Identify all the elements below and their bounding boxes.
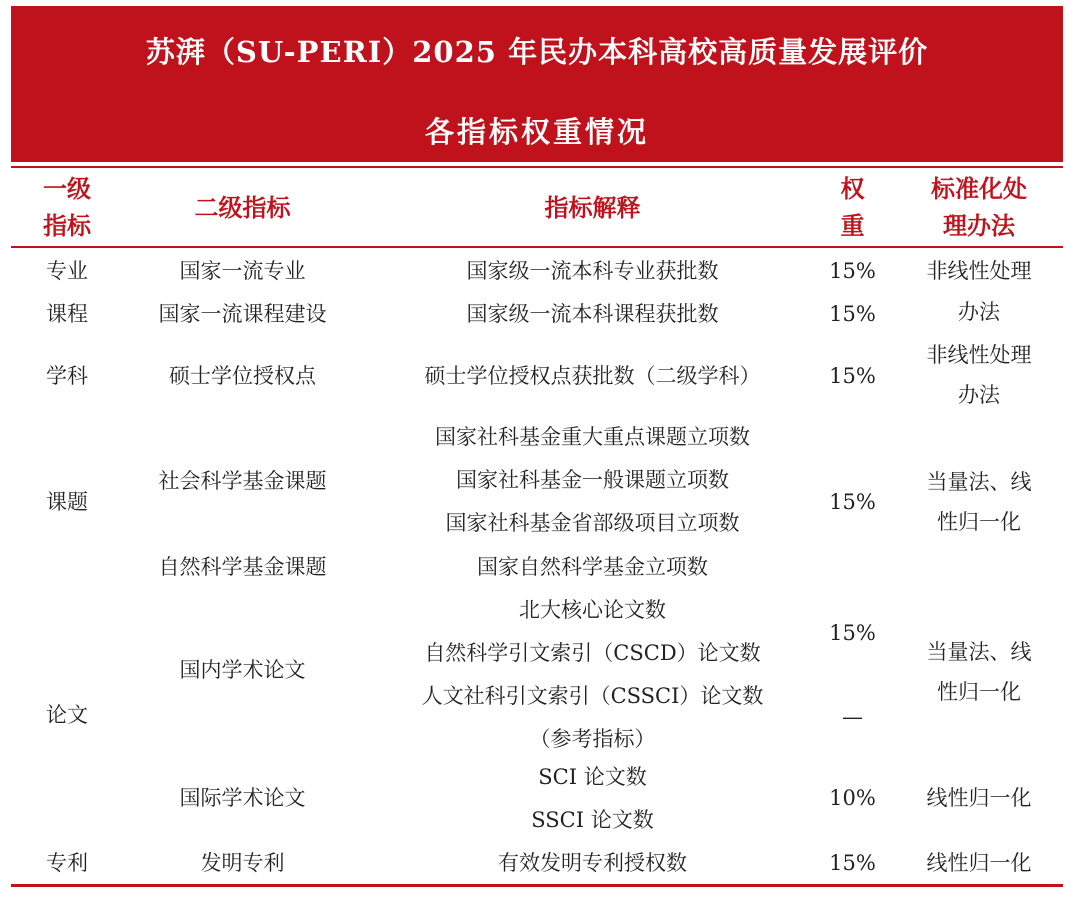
explanation-line: （参考指标） — [529, 727, 656, 751]
header-level1: 一级 指标 — [43, 174, 91, 240]
row-major-level1: 专业 — [46, 259, 88, 283]
header-bottom-rule — [11, 246, 1063, 248]
row-paper-international-method: 线性归一化 — [926, 786, 1032, 810]
explanation-line: SCI 论文数 — [538, 765, 647, 789]
title-line-1: 苏湃（SU-PERI）2025 年民办本科高校高质量发展评价 — [145, 35, 929, 69]
row-project-natural-level2: 自然科学基金课题 — [158, 555, 327, 579]
row-paper-domestic-level2: 国内学术论文 — [179, 658, 306, 682]
row-course-level2: 国家一流课程建设 — [158, 302, 327, 326]
header-explanation: 指标解释 — [544, 193, 641, 222]
row-project-social-level2: 社会科学基金课题 — [158, 469, 327, 493]
table-bottom-rule — [11, 884, 1063, 887]
explanation-line: 国家社科基金省部级项目立项数 — [445, 511, 740, 535]
row-patent-level1: 专利 — [46, 851, 88, 875]
row-major-level2: 国家一流专业 — [179, 259, 306, 283]
explanation-line: 自然科学引文索引（CSCD）论文数 — [424, 641, 761, 665]
row-course-explanation: 国家级一流本科课程获批数 — [466, 302, 719, 326]
explanation-line: 北大核心论文数 — [519, 598, 666, 622]
row-project-level1: 课题 — [46, 490, 88, 514]
row-major-explanation: 国家级一流本科专业获批数 — [466, 259, 719, 283]
row-discipline-level1: 学科 — [46, 364, 88, 388]
row-paper-domestic-explanation — [370, 589, 815, 761]
title-banner — [11, 6, 1063, 162]
row-major-weight: 15% — [829, 259, 876, 283]
row-discipline-explanation: 硕士学位授权点获批数（二级学科） — [424, 364, 761, 388]
header-weight: 权 重 — [840, 174, 865, 240]
explanation-line: 国家社科基金一般课题立项数 — [456, 468, 729, 492]
row-discipline-method: 非线性处理 办法 — [926, 343, 1032, 407]
row-major-course-method: 非线性处理 办法 — [926, 259, 1032, 324]
header-level2: 二级指标 — [194, 193, 291, 222]
row-paper-domestic-weight: 15% — [829, 621, 876, 645]
row-paper-international-level2: 国际学术论文 — [179, 786, 306, 810]
row-discipline-weight: 15% — [829, 364, 876, 388]
row-course-weight: 15% — [829, 302, 876, 326]
row-project-method: 当量法、线 性归一化 — [926, 470, 1032, 534]
row-project-weight: 15% — [829, 490, 876, 514]
row-patent-level2: 发明专利 — [200, 851, 285, 875]
explanation-line: 国家社科基金重大重点课题立项数 — [435, 425, 750, 449]
row-paper-domestic-weight-ref: — — [842, 705, 863, 729]
explanation-line: 人文社科引文索引（CSSCI）论文数 — [421, 684, 764, 708]
title-line-2: 各指标权重情况 — [424, 115, 649, 149]
row-paper-domestic-method: 当量法、线 性归一化 — [926, 640, 1032, 704]
row-project-natural-explanation: 国家自然科学基金立项数 — [477, 555, 708, 579]
row-discipline-level2: 硕士学位授权点 — [169, 364, 316, 388]
row-course-level1: 课程 — [46, 302, 88, 326]
row-paper-level1: 论文 — [46, 703, 88, 727]
row-patent-explanation: 有效发明专利授权数 — [498, 851, 687, 875]
header-method: 标准化处 理办法 — [931, 174, 1027, 240]
row-paper-international-weight: 10% — [829, 786, 876, 810]
header-top-rule — [11, 166, 1063, 168]
explanation-line: SSCI 论文数 — [531, 808, 654, 832]
row-patent-weight: 15% — [829, 851, 876, 875]
row-patent-method: 线性归一化 — [926, 851, 1032, 875]
row-paper-international-explanation — [370, 756, 815, 842]
row-project-social-explanation — [370, 416, 815, 545]
